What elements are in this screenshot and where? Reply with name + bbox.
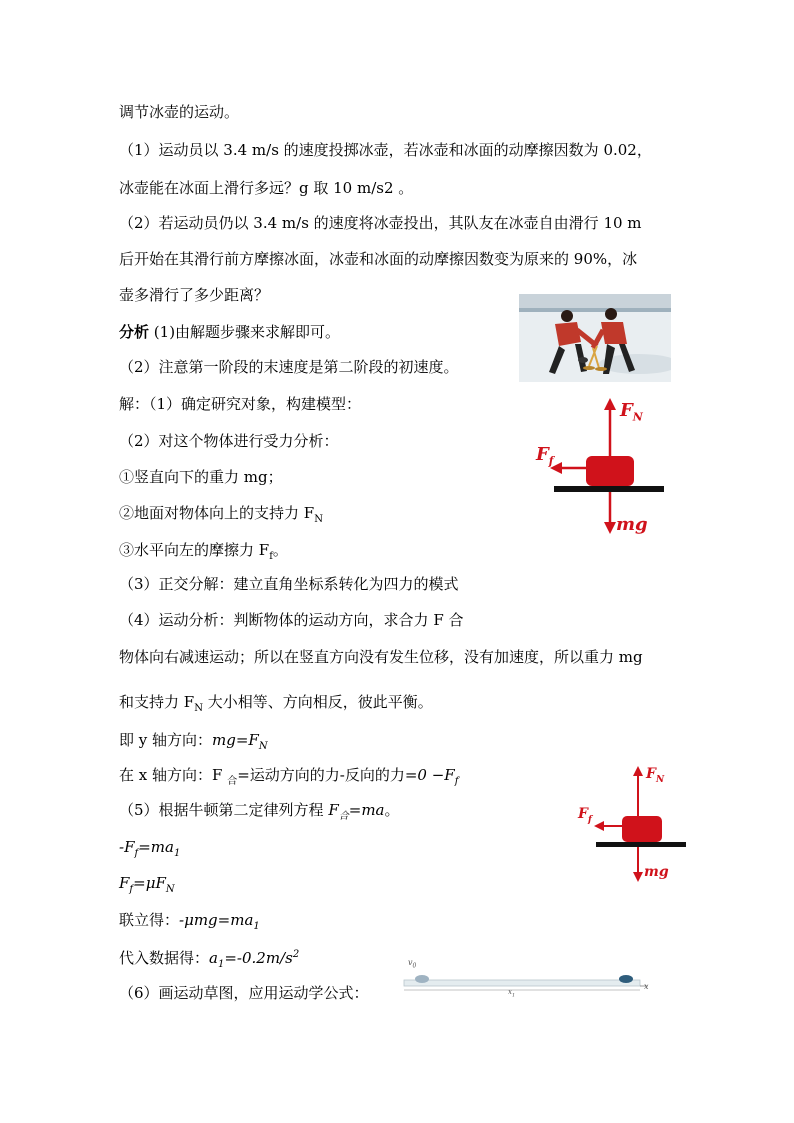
newton-second-law <box>119 800 400 827</box>
motion-sketch <box>400 958 654 998</box>
ground-1 <box>554 486 664 492</box>
x-axis-equation <box>119 765 458 792</box>
y-axis-equation <box>119 730 268 757</box>
step-6: （6）画运动草图，应用运动学公式： <box>119 984 369 1002</box>
l18-sub: N <box>258 741 268 752</box>
step-3: （3）正交分解：建立直角坐标系转化为四力的模式 <box>119 575 459 593</box>
solution-line-2: （2）对这个物体进行受力分析： <box>119 432 339 450</box>
l24-eq: a <box>209 949 218 967</box>
ice-track <box>404 980 640 986</box>
force-gravity: ①竖直向下的重力 mg； <box>119 468 283 486</box>
l23-eq: -μmg=ma <box>179 911 254 929</box>
combined-equation <box>119 910 260 937</box>
question-1-line-2: 冰壶能在冰面上滑行多远？g 取 10 m/s2 。 <box>119 179 414 197</box>
result-equation <box>119 945 299 975</box>
force-diagram-2 <box>574 762 694 892</box>
l24-a: 代入数据得： <box>119 949 210 967</box>
force-friction <box>119 540 288 567</box>
l21-sub2: 1 <box>173 848 181 859</box>
analysis-text: (1)由解题步骤来求解即可。 <box>153 323 341 341</box>
ff-arrow-2 <box>594 821 604 831</box>
l19-eqsub: f <box>454 776 459 787</box>
force-diagram-1 <box>530 396 680 546</box>
l21-sub: f <box>134 848 139 859</box>
question-2-line-2: 后开始在其滑行前方摩擦冰面，冰壶和冰面的动摩擦因数变为原来的 90%，冰 <box>119 250 638 268</box>
question-2-line: （2）若运动员仍以 3.4 m/s 的速度将冰壶投出，其队友在冰壶自由滑行 10 m <box>119 214 642 232</box>
l19-a: 在 x 轴方向：F <box>119 766 228 784</box>
force-normal-sub: N <box>314 514 323 525</box>
x1-label: $x_1$ <box>508 988 516 999</box>
l20-eq2: =ma <box>348 801 385 819</box>
start-stone <box>415 975 429 983</box>
force-normal <box>119 503 323 530</box>
l21-eq: -F <box>119 838 135 856</box>
equation-1 <box>119 837 180 864</box>
l18-eq: mg=F <box>212 731 259 749</box>
l17-a: 和支持力 F <box>119 693 195 711</box>
end-stone <box>619 975 633 983</box>
motion-analysis-2 <box>119 692 433 719</box>
x-axis-label: x <box>644 982 649 991</box>
motion-analysis: 物体向右减速运动；所以在竖直方向没有发生位移，没有加速度，所以重力 mg <box>119 648 643 666</box>
mg-label-1: mg <box>616 514 648 535</box>
l19-b: =运动方向的力-反向的力= <box>237 766 418 784</box>
l17-b: 大小相等、方向相反，彼此平衡。 <box>202 693 433 711</box>
l22-sub: f <box>129 884 134 895</box>
curling-photo <box>519 294 671 382</box>
analysis-line-2: （2）注意第一阶段的末速度是第二阶段的初速度。 <box>119 358 459 376</box>
force-friction-text: ③水平向左的摩擦力 F <box>119 541 270 559</box>
ff-label-1: $F_f$ <box>536 444 554 468</box>
solution-line-1: 解：（1）确定研究对象，构建模型： <box>119 395 362 413</box>
l20-eq: F <box>328 801 339 819</box>
l24-eq2: =-0.2m/s <box>224 949 293 967</box>
fn-label-2: $F_N$ <box>646 766 665 785</box>
mg-label-2: mg <box>644 864 669 880</box>
question-1-line: （1）运动员以 3.4 m/s 的速度投掷冰壶，若冰壶和冰面的动摩擦因数为 0.02， <box>119 141 652 159</box>
l24-sup: 2 <box>292 949 300 960</box>
l22-eq2: =μF <box>133 874 166 892</box>
question-2-line-3: 壶多滑行了多少距离？ <box>119 286 270 304</box>
step-4: （4）运动分析：判断物体的运动方向，求合力 F 合 <box>119 611 464 629</box>
analysis-line <box>119 322 340 342</box>
l17-sub: N <box>194 703 203 714</box>
text-line-1: 调节冰壶的运动。 <box>119 103 240 121</box>
l20-b: 。 <box>384 801 400 819</box>
block-2 <box>622 816 662 842</box>
v0-label: $v_0$ <box>408 958 417 970</box>
fn-label-1: $F_N$ <box>620 400 643 424</box>
mg-arrow-1 <box>604 522 616 534</box>
l24-sub: 1 <box>217 959 225 970</box>
force-friction-end: 。 <box>272 541 288 559</box>
l22-eq: F <box>119 874 130 892</box>
mg-arrow-2 <box>633 872 643 882</box>
fn-arrow-2 <box>633 766 643 776</box>
block-1 <box>586 456 634 486</box>
analysis-heading: 分析 <box>119 323 150 341</box>
l23-sub: 1 <box>253 921 260 932</box>
l20-a: （5）根据牛顿第二定律列方程 <box>119 801 329 819</box>
fn-arrow-1 <box>604 398 616 410</box>
force-friction-sub: f <box>269 551 273 562</box>
l20-sub: 合 <box>338 811 349 822</box>
l18-a: 即 y 轴方向： <box>119 731 213 749</box>
ff-label-2: $F_f$ <box>578 806 592 825</box>
l23-a: 联立得： <box>119 911 180 929</box>
l22-sub2: N <box>165 884 175 895</box>
force-normal-text: ②地面对物体向上的支持力 F <box>119 504 315 522</box>
equation-2 <box>119 873 175 900</box>
l19-eq: 0 −F <box>417 766 455 784</box>
l19-sub: 合 <box>227 776 238 787</box>
l21-eq2: =ma <box>138 838 174 856</box>
ground-2 <box>596 842 686 847</box>
